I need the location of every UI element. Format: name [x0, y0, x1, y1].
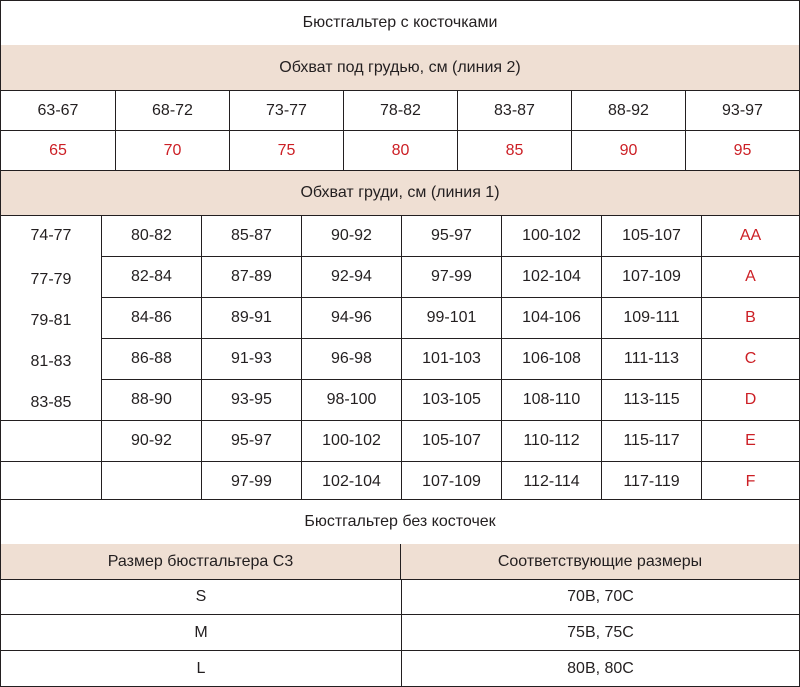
bust-range-cell: 97-99 — [401, 256, 501, 297]
bust-row — [1, 297, 799, 338]
bust-first-col-cell: 77-79 — [30, 270, 72, 288]
bust-first-col-cell — [1, 461, 101, 502]
underbust-range-cell: 88-92 — [571, 90, 685, 131]
underbust-header-row — [0, 45, 800, 91]
cup-size-cell: E — [701, 420, 799, 461]
bust-range-cell: 95-97 — [401, 215, 501, 256]
bust-range-cell: 110-112 — [501, 420, 601, 461]
bust-range-cell: 117-119 — [601, 461, 701, 502]
bust-first-col-cell: 74-77 — [30, 226, 72, 244]
band-size-cell: 65 — [49, 142, 67, 159]
cup-size-cell: B — [701, 297, 799, 338]
bust-range-cell: 84-86 — [101, 297, 201, 338]
bust-row — [1, 420, 799, 461]
underbust-range-cell: 68-72 — [115, 90, 229, 131]
section2-table — [0, 579, 800, 687]
bust-first-col-cell — [1, 420, 101, 461]
section2-title: Бюстгальтер без косточек — [304, 513, 496, 530]
bust-range-cell: 92-94 — [301, 256, 401, 297]
bust-range-cell: 102-104 — [501, 256, 601, 297]
bust-row — [1, 461, 799, 502]
bust-range-cell: 107-109 — [601, 256, 701, 297]
bust-range-cell: 100-102 — [501, 215, 601, 256]
underbust-range-cell: 93-97 — [685, 90, 799, 131]
bust-range-cell: 113-115 — [601, 379, 701, 420]
bust-row — [1, 256, 799, 297]
c3-size-row — [1, 650, 799, 686]
band-size-cell: 90 — [571, 131, 685, 171]
matching-sizes-cell: 70B, 70C — [401, 579, 799, 614]
bust-row — [1, 338, 799, 379]
section1-title: Бюстгальтер с косточками — [302, 14, 498, 31]
bust-header-row — [0, 170, 800, 216]
bust-range-cell: 93-95 — [201, 379, 301, 420]
c3-size-row — [1, 579, 799, 614]
bust-first-col-cell: 79-81 — [30, 311, 72, 329]
bust-range-cell: 115-117 — [601, 420, 701, 461]
bust-range-cell: 109-111 — [601, 297, 701, 338]
col-header-matching-sizes: Соответствующие размеры — [400, 544, 799, 579]
bust-range-cell: 96-98 — [301, 338, 401, 379]
cup-size-cell: C — [701, 338, 799, 379]
matching-sizes-cell: 75B, 75C — [401, 615, 799, 650]
bust-header: Обхват груди, см (линия 1) — [300, 184, 500, 201]
bust-range-cell: 106-108 — [501, 338, 601, 379]
bust-range-cell: 91-93 — [201, 338, 301, 379]
bust-range-cell: 90-92 — [301, 215, 401, 256]
section1-title-row — [0, 0, 800, 46]
bust-range-cell: 107-109 — [401, 461, 501, 502]
underbust-range-cell: 63-67 — [37, 101, 79, 119]
bust-range-cell: 99-101 — [401, 297, 501, 338]
bust-range-cell: 89-91 — [201, 297, 301, 338]
bust-range-cell: 111-113 — [601, 338, 701, 379]
bust-range-cell: 85-87 — [201, 215, 301, 256]
bust-range-cell: 86-88 — [101, 338, 201, 379]
bust-first-col-cell: 83-85 — [30, 393, 72, 411]
bust-range-cell: 101-103 — [401, 338, 501, 379]
band-size-cell: 80 — [343, 131, 457, 171]
bust-range-cell: 95-97 — [201, 420, 301, 461]
bust-first-col-cell: 81-83 — [30, 352, 72, 370]
bust-range-cell: 102-104 — [301, 461, 401, 502]
cup-size-cell: A — [701, 256, 799, 297]
cup-size-cell: F — [701, 461, 799, 502]
section2-title-row — [0, 499, 800, 545]
c3-size-cell: S — [195, 587, 207, 605]
c3-size-row — [1, 614, 799, 650]
bust-range-cell: 88-90 — [101, 379, 201, 420]
c3-size-cell: L — [196, 659, 206, 677]
underbust-range-cell: 78-82 — [343, 90, 457, 131]
bust-range-cell: 105-107 — [601, 215, 701, 256]
bust-range-cell: 87-89 — [201, 256, 301, 297]
band-size-cell: 70 — [115, 131, 229, 171]
bust-range-cell: 80-82 — [101, 215, 201, 256]
section2-header-row — [0, 544, 800, 580]
bust-range-cell: 82-84 — [101, 256, 201, 297]
bust-range-cell: 97-99 — [201, 461, 301, 502]
bust-range-cell: 112-114 — [501, 461, 601, 502]
underbust-range-cell: 73-77 — [229, 90, 343, 131]
cup-size-cell: AA — [701, 215, 799, 256]
col-header-c3-size: Размер бюстгальтера C3 — [107, 552, 294, 570]
bust-grid — [0, 215, 800, 502]
bust-range-cell — [101, 461, 201, 502]
band-size-cell: 75 — [229, 131, 343, 171]
bust-row — [1, 215, 799, 256]
c3-size-cell: M — [194, 623, 208, 641]
matching-sizes-cell: 80B, 80C — [401, 651, 799, 686]
band-size-cell: 95 — [685, 131, 799, 171]
underbust-ranges-row — [0, 90, 800, 131]
cup-size-cell: D — [701, 379, 799, 420]
underbust-header: Обхват под грудью, см (линия 2) — [279, 58, 521, 76]
bust-range-cell: 104-106 — [501, 297, 601, 338]
bust-range-cell: 98-100 — [301, 379, 401, 420]
underbust-range-cell: 83-87 — [457, 90, 571, 131]
bust-range-cell: 100-102 — [301, 420, 401, 461]
bust-range-cell: 103-105 — [401, 379, 501, 420]
band-sizes-row — [0, 130, 800, 171]
bust-range-cell: 94-96 — [301, 297, 401, 338]
band-size-cell: 85 — [457, 131, 571, 171]
bust-range-cell: 105-107 — [401, 420, 501, 461]
bust-range-cell: 90-92 — [101, 420, 201, 461]
bust-range-cell: 108-110 — [501, 379, 601, 420]
bust-row — [1, 379, 799, 420]
